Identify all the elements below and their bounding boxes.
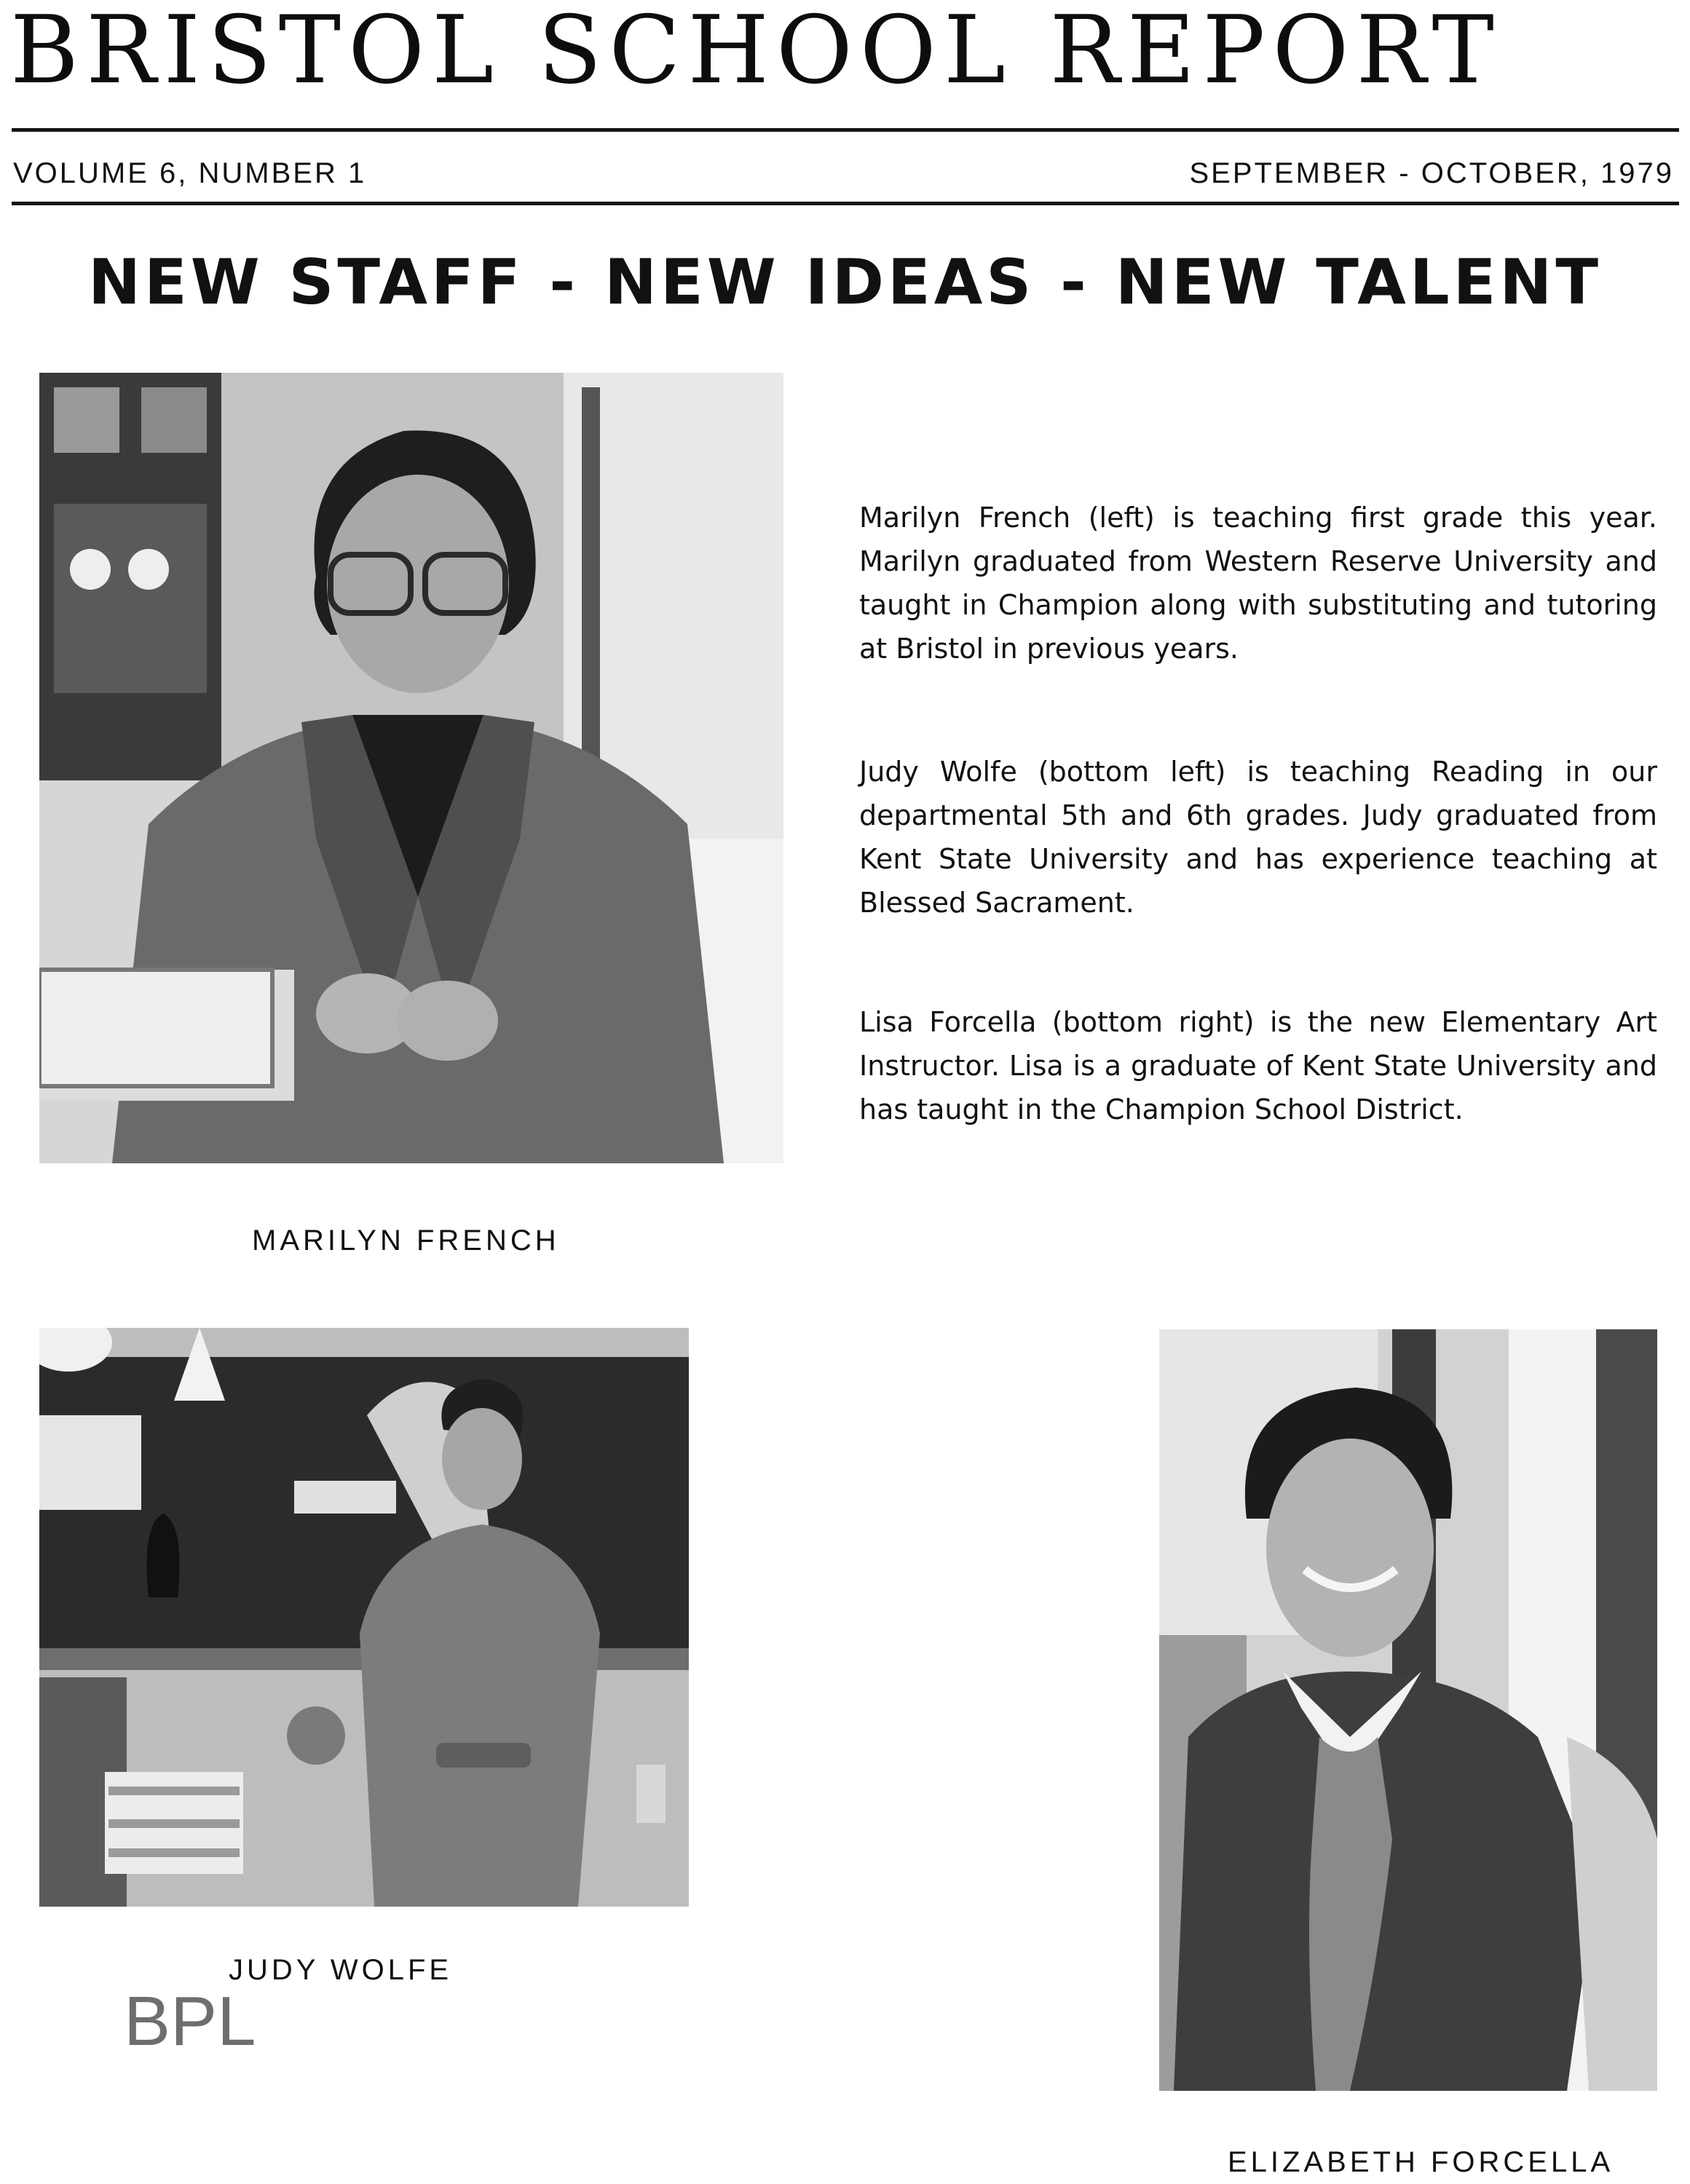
masthead-bottom-rule [12,202,1679,205]
paragraph-marilyn-french: Marilyn French (left) is teaching first grade this year. Marilyn graduated from Western Reserve University and taught in Champion along with substituting and tutoring at Bristol in previous years. [859,502,1657,665]
caption-elizabeth-forcella: ELIZABETH FORCELLA [1228,2146,1614,2178]
paragraph-judy-wolfe: Judy Wolfe (bottom left) is teaching Reading in our departmental 5th and 6th grades. Judy graduated from Kent State University and has experience teaching at Blessed Sacrament. [859,756,1657,919]
caption-marilyn-french: MARILYN FRENCH [252,1224,560,1257]
photo-elizabeth-forcella [1159,1329,1657,2091]
article-headline: NEW STAFF - NEW IDEAS - NEW TALENT [87,246,1603,319]
issue-date: SEPTEMBER - OCTOBER, 1979 [1189,157,1674,189]
volume-number: VOLUME 6, NUMBER 1 [13,157,367,189]
photo-marilyn-french [39,373,783,1163]
photo-judy-wolfe [39,1328,689,1907]
caption-judy-wolfe: JUDY WOLFE [229,1954,453,1986]
paragraph-lisa-forcella: Lisa Forcella (bottom right) is the new Elementary Art Instructor. Lisa is a graduate of Kent State University and has taught in the Champion School District. [859,1006,1657,1125]
newsletter-masthead-title: BRISTOL SCHOOL REPORT [10,0,1501,105]
bpl-watermark: BPL [124,1982,256,2060]
masthead-top-rule [12,128,1679,132]
